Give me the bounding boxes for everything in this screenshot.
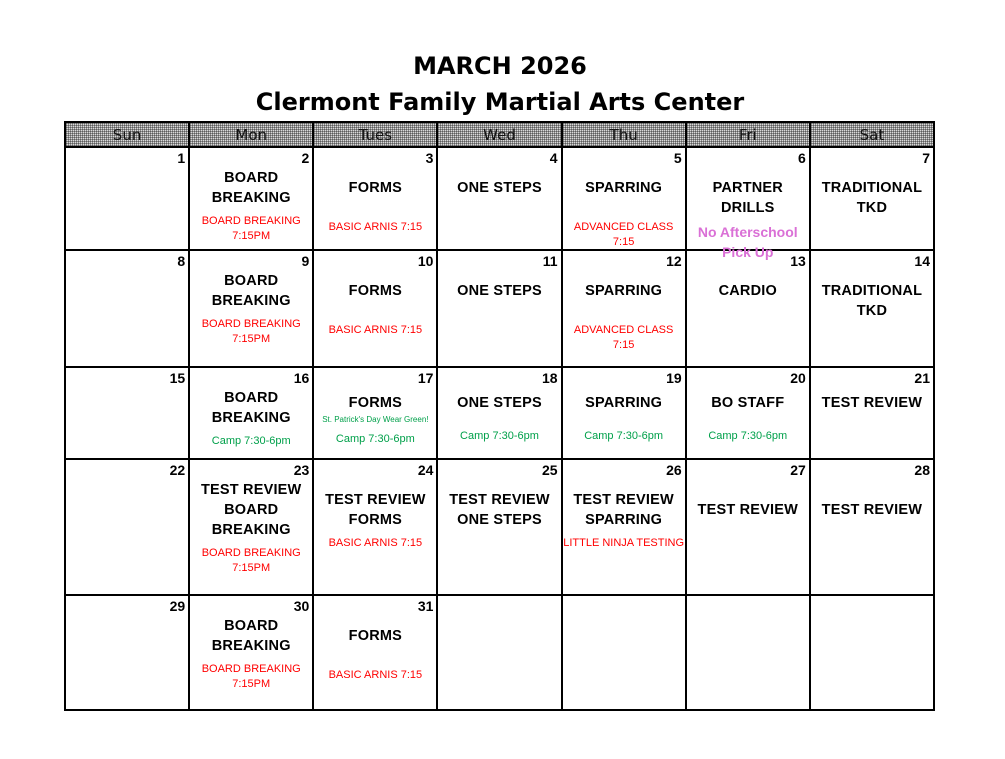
day-content <box>438 393 560 443</box>
day-cell <box>686 459 810 595</box>
day-number: 4 <box>549 150 558 166</box>
note-line: ADVANCED CLASS 7:15 <box>573 324 674 351</box>
day-content <box>190 271 312 347</box>
day-content <box>438 281 560 301</box>
day-cell <box>313 459 437 595</box>
day-number: 11 <box>542 253 558 269</box>
activity-label: BREAKING <box>211 410 291 426</box>
empty-day-cell <box>562 595 686 710</box>
calendar-month-title: MARCH 2026 <box>413 52 587 80</box>
day-cell <box>437 459 561 595</box>
activity-label: BREAKING <box>211 638 291 654</box>
day-number: 3 <box>425 150 434 166</box>
activity-label: TEST REVIEW <box>821 502 923 518</box>
day-content <box>314 490 436 551</box>
week-row <box>65 147 934 250</box>
note-line: BASIC ARNIS 7:15 <box>328 221 423 233</box>
day-cell <box>810 459 934 595</box>
week-row <box>65 367 934 459</box>
day-number: 23 <box>293 462 310 478</box>
empty-day-cell <box>437 595 561 710</box>
note-line: BOARD BREAKING <box>201 215 301 227</box>
day-number: 31 <box>417 598 434 614</box>
activity-label: BOARD <box>224 502 279 518</box>
schedule-note <box>687 429 809 443</box>
day-content <box>314 281 436 338</box>
activity-label: BREAKING <box>211 190 291 206</box>
day-content <box>811 393 933 413</box>
day-number: 20 <box>790 370 806 386</box>
day-content <box>811 178 933 218</box>
activity-label: BREAKING <box>211 522 291 538</box>
day-cell <box>437 250 561 367</box>
calendar-grid <box>64 121 935 711</box>
schedule-note <box>438 429 560 443</box>
activity-label: ONE STEPS <box>457 395 542 411</box>
day-cell <box>686 147 810 260</box>
activity-label: PARTNER DRILLS <box>712 180 783 216</box>
note-line: LITTLE NINJA TESTING <box>563 537 685 549</box>
day-cell <box>810 147 934 250</box>
day-cell <box>65 459 189 595</box>
day-header-row <box>65 122 934 147</box>
week-row <box>65 595 934 710</box>
schedule-note <box>563 220 685 250</box>
day-header-fri: Fri <box>686 122 810 147</box>
day-number: 15 <box>169 370 186 386</box>
activity-label: BREAKING <box>211 293 291 309</box>
activity-label: TEST REVIEW <box>449 492 550 508</box>
day-cell <box>189 367 313 459</box>
day-cell <box>313 595 437 710</box>
day-content <box>563 393 685 443</box>
activity-label: ONE STEPS <box>457 512 542 528</box>
activity-label: FORMS <box>348 512 403 528</box>
activity-label: FORMS <box>348 180 403 196</box>
day-content <box>687 500 809 520</box>
day-number: 5 <box>673 150 682 166</box>
note-line: ADVANCED CLASS 7:15 <box>573 221 674 248</box>
day-content <box>687 281 809 301</box>
activity-label: TEST REVIEW <box>200 482 302 498</box>
schedule-note <box>314 323 436 338</box>
activity-label: SPARRING <box>585 395 663 411</box>
empty-day-cell <box>686 595 810 710</box>
activity-label: BOARD <box>224 273 279 289</box>
schedule-note <box>190 662 312 692</box>
activity-label: ONE STEPS <box>457 283 542 299</box>
day-cell <box>437 367 561 459</box>
day-number: 24 <box>417 462 434 478</box>
note-line: BASIC ARNIS 7:15 <box>328 669 423 681</box>
day-number: 17 <box>417 370 434 386</box>
day-content <box>314 626 436 683</box>
day-content <box>438 490 560 530</box>
note-line: 7:15PM <box>232 678 271 690</box>
day-cell <box>810 250 934 367</box>
day-cell <box>189 459 313 595</box>
day-number: 8 <box>177 253 186 269</box>
day-number: 22 <box>169 462 186 478</box>
day-content <box>811 281 933 321</box>
day-cell <box>189 147 313 250</box>
activity-label: TRADITIONAL TKD <box>821 283 923 319</box>
day-number: 18 <box>541 370 558 386</box>
day-number: 28 <box>914 462 930 478</box>
day-header-thu: Thu <box>562 122 686 147</box>
activity-label: SPARRING <box>585 283 663 299</box>
schedule-note <box>190 214 312 244</box>
note-line: Camp 7:30-6pm <box>708 430 788 442</box>
activity-label: TEST REVIEW <box>821 395 923 411</box>
activity-label: TEST REVIEW <box>573 492 674 508</box>
calendar-center-title: Clermont Family Martial Arts Center <box>255 88 745 116</box>
activity-label: FORMS <box>348 283 403 299</box>
activity-label: FORMS <box>348 628 403 644</box>
schedule-note <box>563 536 685 551</box>
day-content <box>563 178 685 250</box>
schedule-note <box>314 668 436 683</box>
activity-label: FORMS <box>348 395 403 411</box>
note-line: No Afterschool <box>697 224 798 240</box>
schedule-note <box>190 317 312 347</box>
day-number: 29 <box>169 598 186 614</box>
day-content <box>190 480 312 576</box>
week-row <box>65 459 934 595</box>
note-line: Camp 7:30-6pm <box>335 433 415 445</box>
day-number: 2 <box>301 150 310 166</box>
day-cell <box>562 367 686 459</box>
day-cell <box>65 595 189 710</box>
activity-label: BOARD <box>224 618 279 634</box>
day-cell <box>65 250 189 367</box>
note-line: Camp 7:30-6pm <box>460 430 539 442</box>
schedule-note <box>314 432 436 446</box>
activity-label: TEST REVIEW <box>325 492 426 508</box>
day-content <box>563 281 685 353</box>
note-line: Camp 7:30-6pm <box>584 430 664 442</box>
week-row <box>65 250 934 367</box>
note-line: St. Patrick's Day Wear Green! <box>322 415 429 424</box>
day-number: 30 <box>293 598 310 614</box>
day-cell <box>562 250 686 367</box>
schedule-note <box>190 546 312 576</box>
day-content <box>563 490 685 551</box>
day-header-sun: Sun <box>65 122 189 147</box>
day-number: 26 <box>666 462 682 478</box>
day-content <box>811 500 933 520</box>
day-number: 9 <box>301 253 310 269</box>
day-content <box>438 178 560 198</box>
day-number: 21 <box>914 370 930 386</box>
schedule-note <box>314 414 436 426</box>
day-cell <box>313 147 437 250</box>
activity-label: SPARRING <box>585 512 663 528</box>
activity-label: TEST REVIEW <box>697 502 799 518</box>
day-number: 16 <box>293 370 310 386</box>
day-content <box>190 168 312 244</box>
day-number: 12 <box>666 253 682 269</box>
schedule-note <box>314 220 436 235</box>
day-cell <box>810 367 934 459</box>
day-content <box>687 393 809 443</box>
day-number: 25 <box>541 462 558 478</box>
note-line: BASIC ARNIS 7:15 <box>328 324 423 336</box>
note-line: 7:15PM <box>232 333 271 345</box>
day-cell <box>189 250 313 367</box>
day-cell <box>562 459 686 595</box>
day-number: 13 <box>790 253 806 269</box>
note-line: Camp 7:30-6pm <box>211 435 291 447</box>
day-cell <box>562 147 686 250</box>
empty-day-cell <box>810 595 934 710</box>
day-number: 14 <box>914 253 930 269</box>
activity-label: ONE STEPS <box>457 180 542 196</box>
day-number: 1 <box>177 150 186 166</box>
note-line: Pick Up <box>722 244 774 260</box>
day-cell <box>313 367 437 459</box>
day-number: 19 <box>666 370 682 386</box>
day-number: 27 <box>790 462 806 478</box>
activity-label: BOARD <box>224 390 279 406</box>
schedule-note <box>563 429 685 443</box>
day-content <box>314 178 436 235</box>
activity-label: CARDIO <box>718 283 777 299</box>
day-number: 10 <box>417 253 434 269</box>
day-header-wed: Wed <box>437 122 561 147</box>
day-header-mon: Mon <box>189 122 313 147</box>
day-cell <box>65 147 189 250</box>
day-cell <box>686 250 810 367</box>
activity-label: BOARD <box>224 170 279 186</box>
day-content <box>314 393 436 446</box>
note-line: BOARD BREAKING <box>201 663 301 675</box>
day-cell <box>437 147 561 250</box>
day-cell <box>189 595 313 710</box>
note-line: BASIC ARNIS 7:15 <box>328 537 423 549</box>
note-line: 7:15PM <box>232 230 271 242</box>
day-header-tues: Tues <box>313 122 437 147</box>
note-line: 7:15PM <box>232 562 271 574</box>
day-cell <box>65 367 189 459</box>
day-content <box>190 388 312 448</box>
day-number: 7 <box>922 150 930 166</box>
day-number: 6 <box>798 150 806 166</box>
note-line: BOARD BREAKING <box>201 318 301 330</box>
schedule-note <box>563 323 685 353</box>
schedule-note <box>314 536 436 551</box>
schedule-note <box>190 434 312 448</box>
activity-label: SPARRING <box>585 180 663 196</box>
day-content <box>190 616 312 692</box>
activity-label: TRADITIONAL TKD <box>821 180 923 216</box>
activity-label: BO STAFF <box>711 395 785 411</box>
day-cell <box>313 250 437 367</box>
note-line: BOARD BREAKING <box>201 547 301 559</box>
day-cell <box>686 367 810 459</box>
day-header-sat: Sat <box>810 122 934 147</box>
